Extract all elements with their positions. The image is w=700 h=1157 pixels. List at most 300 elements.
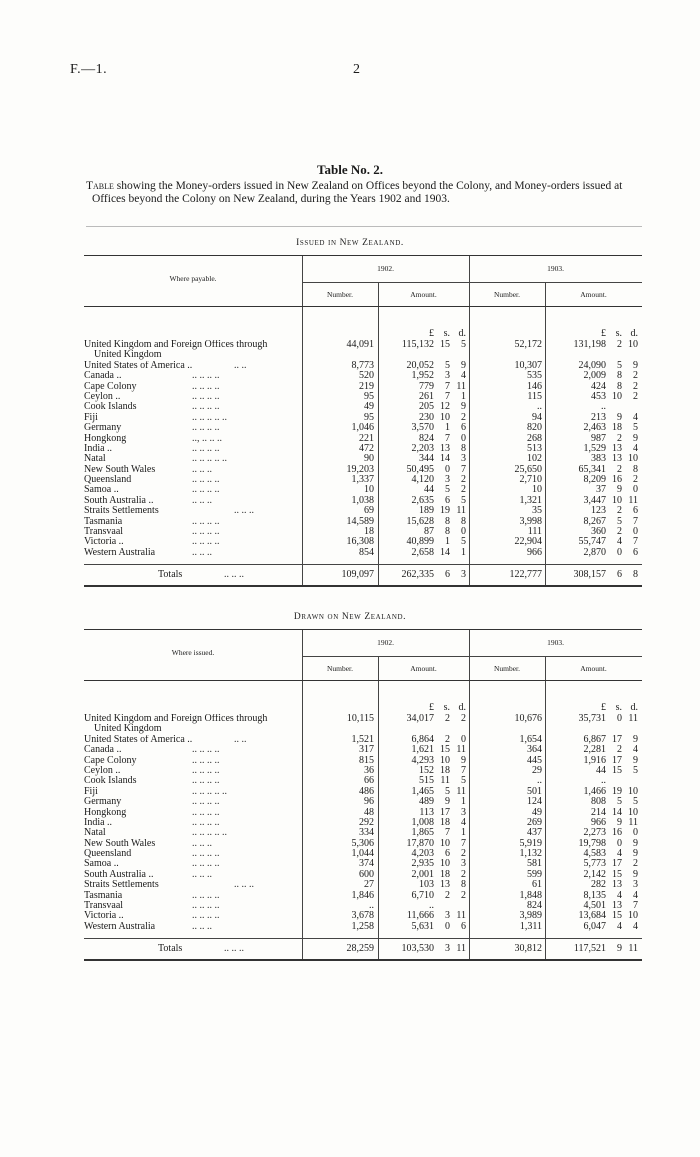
leader-dots: .. .. .. .. [192, 380, 220, 392]
pence-1902: 0 [461, 526, 466, 538]
number-1902: 334 [359, 827, 374, 839]
pounds-1903: 13,684 [578, 910, 606, 922]
number-1903: 35 [532, 505, 542, 517]
number-1903: 3,998 [519, 515, 542, 527]
table-row [84, 402, 642, 412]
leader-dots: .. .. .. .. [192, 484, 220, 496]
number-1903: 445 [527, 754, 542, 766]
pence-1903: 2 [633, 380, 638, 392]
pounds-1903: .. [601, 775, 606, 787]
total-pence-1903: 8 [633, 569, 638, 581]
total-number-1902: 28,259 [346, 943, 374, 955]
pounds-1902: 824 [419, 432, 434, 444]
pence-1903: 3 [633, 879, 638, 891]
shillings-1903: 10 [612, 390, 622, 402]
pounds-1903: .. [601, 401, 606, 413]
pounds-1902: 1,621 [411, 744, 434, 756]
pence-1903: 2 [633, 390, 638, 402]
column-divider [302, 939, 303, 959]
pence-1902: 1 [461, 796, 466, 808]
number-1903: 111 [527, 526, 542, 538]
number-1903: 501 [527, 785, 542, 797]
pounds-1903: 966 [591, 816, 606, 828]
pence-1903: 8 [633, 463, 638, 475]
drawn-table [84, 629, 642, 961]
location-name: United States of America .. [84, 734, 193, 745]
total-shillings-1902: 3 [445, 943, 450, 955]
total-pence-1902: 3 [461, 569, 466, 581]
total-shillings-1903: 9 [617, 943, 622, 955]
table-body [84, 681, 642, 938]
pounds-1902: 4,120 [411, 474, 434, 486]
pence-1902: 1 [461, 546, 466, 558]
leader-dots: .. .. .. .. [192, 390, 220, 402]
pounds-1902: 113 [419, 806, 434, 818]
pounds-1903: 6,867 [583, 733, 606, 745]
pence-1902: 6 [461, 920, 466, 932]
total-shillings-1902: 6 [445, 569, 450, 581]
shillings-1903: 14 [612, 806, 622, 818]
pounds-1902: 44 [424, 484, 434, 496]
shillings-1902: 5 [445, 359, 450, 371]
caption-lead: Table [86, 180, 114, 192]
shillings-1902: 2 [445, 733, 450, 745]
number-1902: 1,258 [351, 920, 374, 932]
pounds-1903: 4,501 [583, 900, 606, 912]
location-name: Hongkong [84, 807, 127, 818]
shillings-1902: 5 [445, 785, 450, 797]
leader-dots: .. .. .. .. [192, 536, 220, 548]
location-name: United States of America .. [84, 360, 193, 371]
number-1903: 146 [527, 380, 542, 392]
location-name: Natal [84, 828, 106, 839]
location-name: India .. [84, 443, 113, 454]
shillings-1902: 3 [445, 474, 450, 486]
table-row [84, 922, 642, 932]
leader-dots: .. .. .. .. .. [192, 827, 227, 839]
shillings-1902: 6 [445, 848, 450, 860]
pounds-1902: 1,952 [411, 370, 434, 382]
pounds-1903: 2,870 [583, 546, 606, 558]
number-1902: 854 [359, 546, 374, 558]
header-subrule [302, 282, 642, 283]
pence-1902: 7 [461, 837, 466, 849]
pence-1902: 5 [461, 339, 466, 350]
column-header-amount: Amount. [410, 290, 437, 299]
pounds-1902: 1,465 [411, 785, 434, 797]
shillings-1903: 2 [617, 463, 622, 475]
leader-dots: .. .. .. .. [192, 889, 220, 901]
leader-dots: .. .. .. .. .. [192, 453, 227, 465]
table-row [84, 382, 642, 392]
pence-1903: 7 [633, 900, 638, 912]
pounds-1903: 44 [596, 764, 606, 776]
table-row [84, 496, 642, 506]
number-1902: 5,306 [351, 837, 374, 849]
shillings-1903: 5 [617, 359, 622, 371]
number-1903: 61 [532, 879, 542, 891]
shillings-1902: 10 [440, 858, 450, 870]
number-1902: 1,337 [351, 474, 374, 486]
shillings-1903: 4 [617, 848, 622, 860]
pounds-1903: 55,747 [578, 536, 606, 548]
shillings-1902: 10 [440, 754, 450, 766]
leader-dots: .. .. .. [192, 546, 212, 558]
leader-dots: .. .. .. [234, 879, 254, 891]
number-1902: 69 [364, 505, 374, 517]
location-name: Queensland [84, 849, 132, 860]
shillings-1902: 13 [440, 879, 450, 891]
leader-dots: .. .. .. .. [192, 900, 220, 912]
location-name: Samoa .. [84, 485, 119, 496]
location-name: Tasmania [84, 890, 123, 901]
pence-1903: 11 [628, 494, 638, 506]
location-name: Hongkong [84, 433, 127, 444]
pounds-1903: 8,135 [583, 889, 606, 901]
pounds-1903: 2,281 [583, 744, 606, 756]
column-divider [378, 565, 379, 585]
total-pence-1902: 11 [456, 943, 466, 955]
shillings-1902: 1 [445, 422, 450, 434]
pence-1902: 8 [461, 515, 466, 527]
number-1902: 1,038 [351, 494, 374, 506]
pence-1903: 10 [628, 910, 638, 922]
pence-1902: 8 [461, 879, 466, 891]
total-pounds-1903: 308,157 [573, 569, 606, 581]
leader-dots: .. .. .. [192, 868, 212, 880]
pence-1902: 1 [461, 390, 466, 402]
leader-dots: .. .. .. .. [192, 401, 220, 413]
leader-dots: .. .. .. [234, 505, 254, 517]
number-1903: 115 [527, 390, 542, 402]
shillings-1903: 19 [612, 785, 622, 797]
pounds-1902: 152 [419, 764, 434, 776]
pence-1902: 2 [461, 474, 466, 486]
pence-1903: 9 [633, 754, 638, 766]
number-1902: 486 [359, 785, 374, 797]
location-name: Victoria .. [84, 911, 124, 922]
leader-dots: .. .. .. .. [192, 515, 220, 527]
pence-unit: d. [458, 328, 466, 339]
leader-dots: .. .. .. [192, 837, 212, 849]
shillings-1903: 13 [612, 453, 622, 465]
pence-1903: 9 [633, 868, 638, 880]
pence-1903: 5 [633, 796, 638, 808]
caption-rule [86, 226, 642, 227]
totals-row [84, 938, 642, 961]
pounds-1902: 3,570 [411, 422, 434, 434]
shillings-1903: 17 [612, 754, 622, 766]
number-1902: 472 [359, 442, 374, 454]
number-1902: 1,044 [351, 848, 374, 860]
pence-1903: 2 [633, 858, 638, 870]
pounds-1902: 189 [419, 505, 434, 517]
total-pounds-1902: 262,335 [401, 569, 434, 581]
column-header-year-1903: 1903. [547, 638, 564, 647]
pound-unit: £ [601, 702, 606, 713]
pence-1902: 11 [456, 744, 466, 756]
location-name: Cook Islands [84, 402, 137, 413]
pounds-1903: 19,798 [578, 837, 606, 849]
pence-1902: 4 [461, 816, 466, 828]
number-1902: 520 [359, 370, 374, 382]
pence-1902: 11 [456, 785, 466, 797]
pounds-1903: 1,916 [583, 754, 606, 766]
shillings-1903: 15 [612, 910, 622, 922]
number-1902: 8,773 [351, 359, 374, 371]
pounds-1902: 6,864 [411, 733, 434, 745]
column-header-amount: Amount. [410, 664, 437, 673]
location-name: United Kingdom and Foreign Offices through [84, 714, 268, 724]
table-row [84, 797, 642, 807]
pence-1902: 6 [461, 422, 466, 434]
number-1902: 96 [364, 796, 374, 808]
total-pounds-1903: 117,521 [573, 943, 606, 955]
shillings-1902: 18 [440, 816, 450, 828]
pounds-1903: 123 [591, 505, 606, 517]
pence-1902: 2 [461, 868, 466, 880]
pence-1903: 2 [633, 370, 638, 382]
table-row [84, 756, 642, 766]
pounds-1903: 1,466 [583, 785, 606, 797]
shillings-1902: 18 [440, 868, 450, 880]
shillings-1903: 4 [617, 536, 622, 548]
leader-dots: .., .. .. .. [192, 432, 222, 444]
table-row [84, 392, 642, 402]
pence-1902: 3 [461, 858, 466, 870]
location-name: Cape Colony [84, 755, 137, 766]
pence-1903: 11 [628, 816, 638, 828]
pence-1902: 9 [461, 401, 466, 413]
number-1902: 374 [359, 858, 374, 870]
column-header-amount: Amount. [580, 290, 607, 299]
pounds-1902: 2,001 [411, 868, 434, 880]
leader-dots: .. .. .. [192, 463, 212, 475]
pence-1903: 9 [633, 359, 638, 371]
number-1903: 94 [532, 411, 542, 423]
shillings-1903: 2 [617, 339, 622, 350]
shillings-1902: 7 [445, 390, 450, 402]
location-name: Canada .. [84, 745, 122, 756]
pounds-1903: 987 [591, 432, 606, 444]
pounds-1903: 8,209 [583, 474, 606, 486]
number-1903: .. [537, 401, 542, 413]
leader-dots: .. .. .. .. [192, 474, 220, 486]
shillings-1902: 7 [445, 380, 450, 392]
number-1903: 29 [532, 764, 542, 776]
pence-1902: 5 [461, 536, 466, 548]
pence-1902: 0 [461, 733, 466, 745]
shillings-1902: 15 [440, 339, 450, 350]
leader-dots: .. .. .. .. .. [192, 785, 227, 797]
number-1903: 1,321 [519, 494, 542, 506]
pounds-1902: 50,495 [406, 463, 434, 475]
issued-table [84, 255, 642, 587]
leader-dots: .. .. .. .. [192, 816, 220, 828]
pounds-1902: 489 [419, 796, 434, 808]
column-header-amount: Amount. [580, 664, 607, 673]
total-shillings-1903: 6 [617, 569, 622, 581]
pence-1903: 11 [628, 713, 638, 724]
shillings-1902: 8 [445, 526, 450, 538]
pounds-1903: 424 [591, 380, 606, 392]
number-1903: 52,172 [514, 339, 542, 350]
shillings-1903: 13 [612, 900, 622, 912]
shillings-1902: 3 [445, 370, 450, 382]
number-1903: 513 [527, 442, 542, 454]
number-1903: 364 [527, 744, 542, 756]
location-name: India .. [84, 817, 113, 828]
total-number-1903: 122,777 [509, 569, 542, 581]
number-1903: 535 [527, 370, 542, 382]
shillings-1902: 10 [440, 837, 450, 849]
shillings-1903: 0 [617, 713, 622, 724]
totals-label: Totals [158, 943, 183, 955]
shillings-unit: s. [443, 328, 450, 339]
pounds-1903: 282 [591, 879, 606, 891]
pence-1902: 9 [461, 359, 466, 371]
pence-1902: 1 [461, 827, 466, 839]
column-header-number: Number. [326, 664, 354, 673]
pence-1902: 2 [461, 713, 466, 724]
shillings-1902: 1 [445, 536, 450, 548]
leader-dots: .. .. .. .. [192, 775, 220, 787]
leader-dots: .. .. .. .. [192, 442, 220, 454]
table-row [84, 517, 642, 527]
shillings-1902: 2 [445, 713, 450, 724]
leader-dots: .. .. .. .. [192, 764, 220, 776]
table-header [84, 629, 642, 681]
pence-1902: 2 [461, 889, 466, 901]
pence-1902: 7 [461, 764, 466, 776]
pounds-1902: 205 [419, 401, 434, 413]
location-name: Transvaal [84, 901, 124, 912]
shillings-1902: 8 [445, 515, 450, 527]
number-1902: 90 [364, 453, 374, 465]
pounds-1902: 1,008 [411, 816, 434, 828]
pounds-1903: 6,047 [583, 920, 606, 932]
shillings-1903: 15 [612, 868, 622, 880]
location-name: Germany [84, 797, 122, 808]
number-1903: 581 [527, 858, 542, 870]
number-1903: 1,654 [519, 733, 542, 745]
leader-dots: .. .. .. .. [192, 422, 220, 434]
table-row [84, 423, 642, 433]
number-1902: 600 [359, 868, 374, 880]
leader-dots: .. .. .. .. [192, 526, 220, 538]
number-1902: 66 [364, 775, 374, 787]
table-title: Table No. 2. [317, 162, 383, 177]
shillings-1903: 9 [617, 484, 622, 496]
pence-1903: 9 [633, 848, 638, 860]
location-name: Victoria .. [84, 537, 124, 548]
pence-1903: 7 [633, 515, 638, 527]
pounds-1902: 34,017 [406, 713, 434, 724]
location-name: Western Australia [84, 921, 156, 932]
number-1903: 599 [527, 868, 542, 880]
number-1902: 49 [364, 401, 374, 413]
number-1902: .. [369, 900, 374, 912]
shillings-1903: 4 [617, 889, 622, 901]
pence-1903: 0 [633, 526, 638, 538]
location-name: Samoa .. [84, 859, 119, 870]
shillings-1903: 0 [617, 837, 622, 849]
shillings-1902: 12 [440, 401, 450, 413]
pounds-1902: 87 [424, 526, 434, 538]
totals-label: Totals [158, 569, 183, 581]
shillings-1903: 9 [617, 816, 622, 828]
pounds-1903: 35,731 [578, 713, 606, 724]
pounds-1902: 779 [419, 380, 434, 392]
shillings-1902: 10 [440, 411, 450, 423]
section-title-drawn: Drawn on New Zealand. [293, 612, 407, 622]
pence-1902: 9 [461, 754, 466, 766]
shillings-1903: 4 [617, 920, 622, 932]
shillings-1902: 14 [440, 453, 450, 465]
column-header-location: Where issued. [171, 648, 215, 657]
table-row [84, 714, 642, 724]
shillings-1902: 5 [445, 484, 450, 496]
pence-1902: 4 [461, 370, 466, 382]
shillings-1902: 0 [445, 463, 450, 475]
pounds-1903: 3,447 [583, 494, 606, 506]
pence-unit: d. [458, 702, 466, 713]
number-1902: 44,091 [346, 339, 374, 350]
shillings-1903: 10 [612, 494, 622, 506]
pence-1902: 8 [461, 442, 466, 454]
location-name-continued: United Kingdom [94, 724, 162, 735]
total-number-1903: 30,812 [514, 943, 542, 955]
shillings-1903: 16 [612, 474, 622, 486]
pence-1902: 5 [461, 775, 466, 787]
pence-1902: 5 [461, 494, 466, 506]
pounds-1903: 24,090 [578, 359, 606, 371]
column-header-number: Number. [493, 664, 521, 673]
location-name: Straits Settlements [84, 880, 159, 891]
header-subrule [302, 656, 642, 657]
leader-dots: .. .. .. [224, 569, 244, 581]
table-row [84, 766, 642, 776]
number-1902: 18 [364, 526, 374, 538]
table-row [84, 870, 642, 880]
pence-1903: 7 [633, 536, 638, 548]
pounds-1903: 808 [591, 796, 606, 808]
number-1902: 221 [359, 432, 374, 444]
pounds-1902: 103 [419, 879, 434, 891]
number-1903: 437 [527, 827, 542, 839]
number-1903: 966 [527, 546, 542, 558]
table-row [84, 475, 642, 485]
pounds-1903: 65,341 [578, 463, 606, 475]
location-name: Natal [84, 454, 106, 465]
pence-1903: 10 [628, 785, 638, 797]
number-1903: 2,710 [519, 474, 542, 486]
pence-1903: 9 [633, 733, 638, 745]
pounds-1902: 2,635 [411, 494, 434, 506]
location-name: Straits Settlements [84, 506, 159, 517]
number-1902: 10 [364, 484, 374, 496]
table-caption [86, 180, 642, 206]
column-divider [545, 939, 546, 959]
number-1902: 16,308 [346, 536, 374, 548]
column-divider [469, 939, 470, 959]
pounds-1902: 2,935 [411, 858, 434, 870]
pounds-1903: 1,529 [583, 442, 606, 454]
pence-1902: 2 [461, 411, 466, 423]
section-title-issued: Issued in New Zealand. [296, 238, 404, 248]
location-name: Transvaal [84, 527, 124, 538]
column-header-number: Number. [493, 290, 521, 299]
